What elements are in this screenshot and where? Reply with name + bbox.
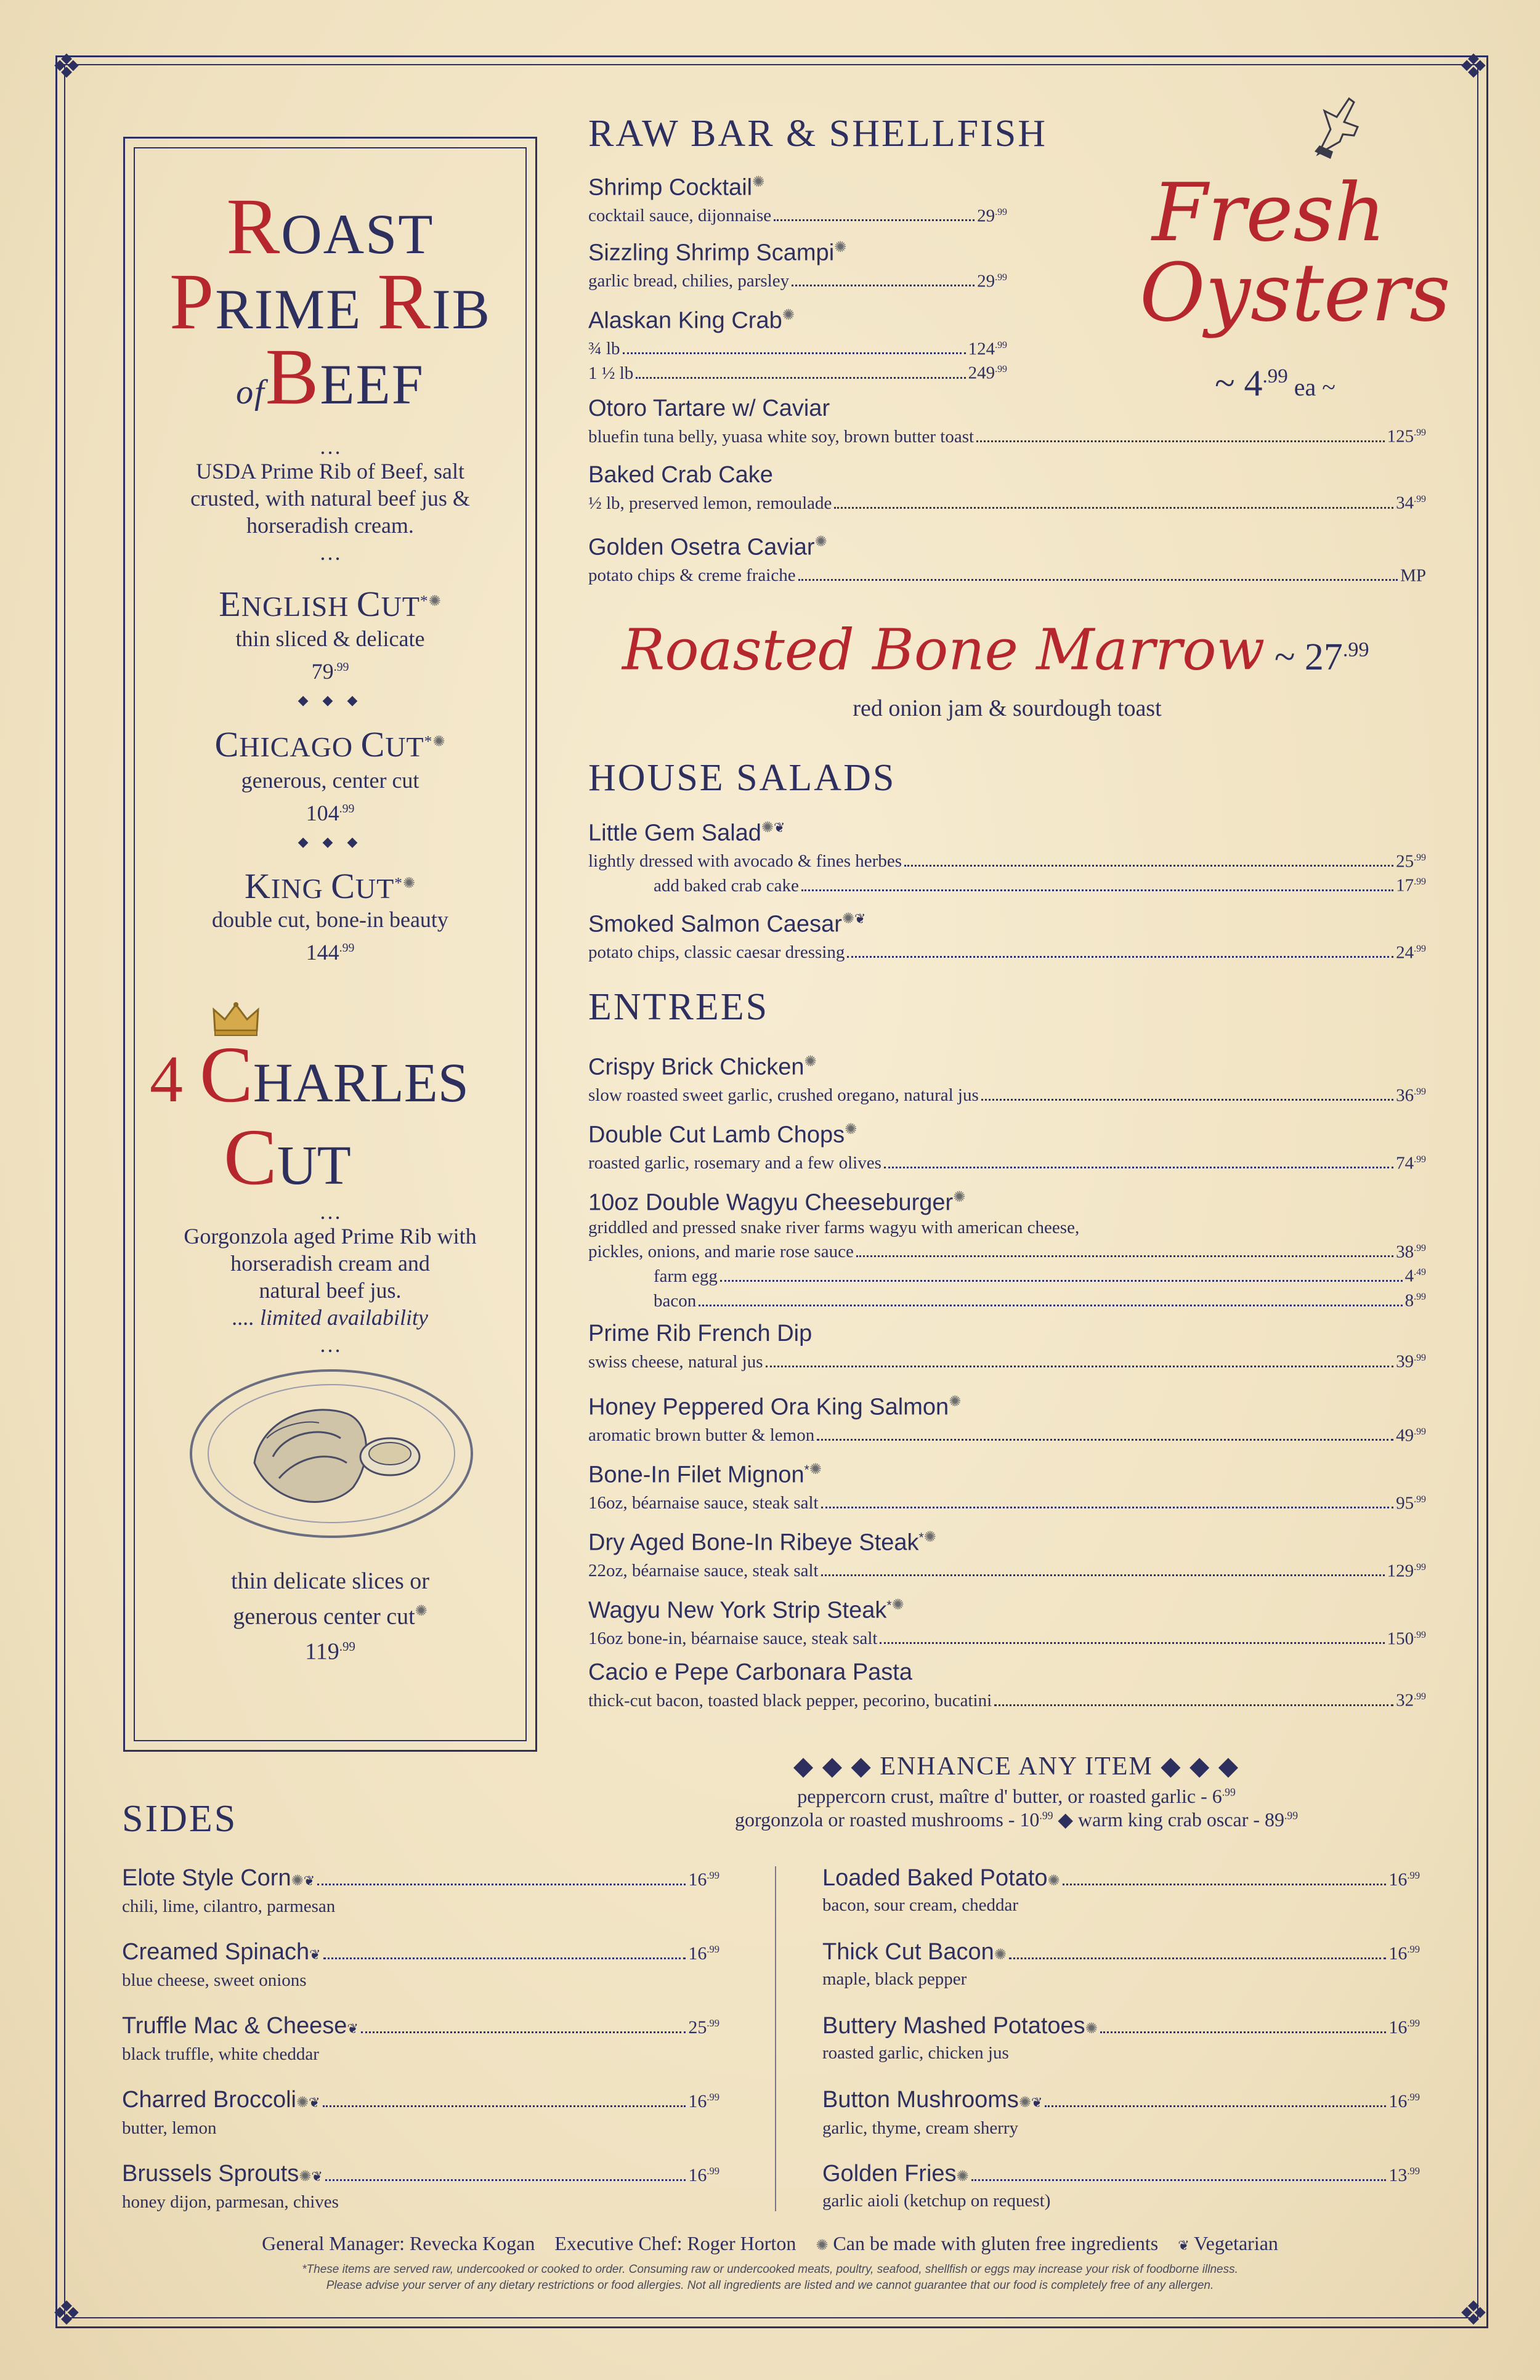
- gluten-free-legend: Can be made with gluten free ingredients: [833, 2232, 1159, 2254]
- side-name-price-line: [122, 1861, 719, 1896]
- item-price: $150^{.99}$: [1387, 1629, 1426, 1649]
- item-name: Otoro Tartare w/ Caviar: [588, 395, 830, 421]
- gluten-free-icon: ✺: [816, 2236, 829, 2254]
- item-price: $32^{.99}$: [1396, 1690, 1426, 1710]
- gluten-free-icon: ✺: [891, 1596, 904, 1613]
- gluten-free-icon: ✺: [956, 2168, 969, 2185]
- entree-item: [588, 1523, 1426, 1581]
- dot-leader: [994, 1704, 1393, 1706]
- dot-leader: [1009, 1957, 1386, 1959]
- entree-item: [588, 1319, 1426, 1372]
- gluten-free-icon: ✺: [814, 533, 827, 550]
- dot-leader: [323, 1957, 686, 1959]
- item-name: Prime Rib French Dip: [588, 1321, 813, 1346]
- description-price-line: [588, 359, 1007, 384]
- gluten-free-icon: ✺: [845, 1120, 857, 1138]
- dot-leader: [774, 219, 975, 221]
- footer-credits: [0, 2232, 1540, 2255]
- item-name: Honey Peppered Ora King Salmon✺: [588, 1393, 962, 1420]
- item-description: garlic bread, chilies, parsley: [588, 271, 790, 291]
- footer-disclaimer: *These items are served raw, undercooked or cooked to order. Consuming raw or undercooked meats, poultry, seafood, shellfish or eggs may increase your risk of foodborne illness. Please advise your server of any dietary restrictions or food allergies. Not all ingredients are listed and we cannot guarantee that our food is completely free of any allergen.: [302, 2263, 1238, 2292]
- item-name: Cacio e Pepe Carbonara Pasta: [588, 1659, 912, 1685]
- side-item: [822, 2157, 1420, 2211]
- item-description: pickles, onions, and marie rose sauce: [588, 1242, 854, 1262]
- gluten-free-icon: ✺: [834, 238, 847, 256]
- item-price: $38^{.99}$: [1396, 1242, 1426, 1262]
- item-name: Bone-In Filet Mignon*✺: [588, 1460, 822, 1488]
- item-description: potato chips, classic caesar dressing: [588, 942, 845, 963]
- dot-leader: [699, 1305, 1402, 1306]
- side-item: [122, 1861, 719, 1917]
- description-price-line: [588, 1686, 1426, 1711]
- item-description: cocktail sauce, dijonnaise: [588, 206, 772, 226]
- dot-leader: [817, 1439, 1393, 1441]
- item-description: 16oz bone-in, béarnaise sauce, steak salt: [588, 1629, 878, 1649]
- charles-cut-description: Gorgonzola aged Prime Rib with horseradish cream and natural beef jus. .... limited availability …: [184, 1224, 477, 1357]
- item-name: Little Gem Salad✺❦: [588, 819, 785, 846]
- raw-bar-item: [588, 527, 1426, 586]
- dot-leader: [856, 1255, 1393, 1257]
- item-price: $4^{.49}$: [1404, 1266, 1426, 1286]
- item-description: garlic aioli (ketchup on request): [822, 2191, 1051, 2211]
- bone-marrow-desc: red onion jam & sourdough toast: [853, 695, 1162, 721]
- item-description: maple, black pepper: [822, 1969, 967, 1989]
- gluten-free-icon: ✺: [949, 1393, 962, 1410]
- item-price: $29^{.99}$: [977, 271, 1007, 291]
- item-price: $8^{.99}$: [1404, 1290, 1426, 1311]
- item-price: $95^{.99}$: [1396, 1493, 1426, 1513]
- item-description: 16oz, béarnaise sauce, steak salt: [588, 1493, 819, 1513]
- gluten-free-icon: ✺: [923, 1528, 936, 1545]
- item-name: Wagyu New York Strip Steak*✺: [588, 1596, 904, 1624]
- item-price: $25^{.99}$: [688, 2017, 719, 2038]
- gluten-free-icon: ✺: [291, 1872, 304, 1889]
- side-item: [122, 2083, 719, 2139]
- enhance-section: [616, 1751, 1417, 1831]
- item-price: $125^{.99}$: [1387, 426, 1426, 447]
- item-description: ½ lb, preserved lemon, remoulade: [588, 493, 832, 513]
- dot-leader: [720, 1280, 1403, 1282]
- item-name: Buttery Mashed Potatoes: [822, 2013, 1085, 2039]
- description-price-line: [588, 1348, 1426, 1372]
- item-description: griddled and pressed snake river farms wagyu with american cheese,: [588, 1217, 1080, 1237]
- king-cut-desc: double cut, bone-in beauty: [212, 907, 448, 932]
- side-name-price-line: [822, 1861, 1420, 1895]
- english-cut-heading: ENGLISH CUT*✺: [219, 584, 442, 624]
- prime-rib-plate-illustration: [187, 1364, 476, 1543]
- raw-bar-heading: RAW BAR & SHELLFISH: [588, 113, 1048, 155]
- item-name: Creamed Spinach: [122, 1939, 310, 1965]
- vegetarian-leaf-icon: ❦: [303, 1874, 315, 1889]
- vegetarian-leaf-icon: ❦: [347, 2022, 359, 2037]
- general-manager: General Manager: Revecka Kogan: [262, 2232, 535, 2254]
- chicago-cut-desc: generous, center cut: [241, 768, 419, 793]
- description-price-line: [588, 423, 1426, 447]
- corner-ornament-icon: ❖: [1458, 47, 1489, 86]
- ellipsis: …: [319, 434, 341, 459]
- salad-item: [588, 813, 1426, 896]
- item-name: Brussels Sprouts: [122, 2161, 299, 2187]
- item-price: $129^{.99}$: [1387, 1561, 1426, 1581]
- vegetarian-leaf-icon: ❦: [311, 2169, 323, 2185]
- dot-leader: [792, 285, 975, 286]
- dot-leader: [981, 1099, 1393, 1101]
- dot-leader: [766, 1366, 1394, 1367]
- corner-ornament-icon: ❖: [51, 47, 82, 86]
- dot-leader: [1045, 2105, 1386, 2107]
- item-name: Button Mushrooms: [822, 2087, 1019, 2113]
- item-price: $16^{.99}$: [1388, 2091, 1420, 2111]
- item-description: aromatic brown butter & lemon: [588, 1425, 815, 1446]
- gluten-free-icon: ✺: [428, 592, 442, 610]
- dot-leader: [323, 2105, 686, 2107]
- ellipsis: …: [319, 1199, 341, 1224]
- item-description: honey dijon, parmesan, chives: [122, 2192, 339, 2212]
- side-name-price-line: [122, 2009, 719, 2044]
- prime-rib-panel: [123, 137, 537, 1752]
- side-item: [122, 1935, 719, 1991]
- dot-leader: [880, 1642, 1384, 1644]
- enhance-heading: ◆ ◆ ◆ ENHANCE ANY ITEM ◆ ◆ ◆: [793, 1752, 1240, 1781]
- item-name: Golden Osetra Caviar✺: [588, 533, 827, 561]
- dot-leader: [821, 1507, 1393, 1508]
- side-name-price-line: [122, 2157, 719, 2192]
- item-price: $74^{.99}$: [1396, 1153, 1426, 1173]
- bone-marrow-title: Roasted Bone Marrow ~ $27^{.99}$: [622, 617, 1369, 683]
- item-description: blue cheese, sweet onions: [122, 1970, 307, 1990]
- gluten-free-icon: ✺: [809, 1460, 822, 1478]
- corner-ornament-icon: ❖: [51, 2294, 82, 2333]
- entree-item: [588, 1047, 1426, 1106]
- item-description: farm egg: [654, 1266, 718, 1286]
- side-item: [122, 2009, 719, 2065]
- description-price-line: [588, 1238, 1426, 1263]
- gluten-free-icon: ✺: [804, 1053, 817, 1070]
- description-price-line: [588, 202, 1007, 227]
- item-price: $16^{.99}$: [688, 1869, 719, 1890]
- entrees-heading: ENTREES: [588, 986, 769, 1028]
- vegetarian-leaf-icon: ❦: [854, 912, 866, 927]
- item-price: $16^{.99}$: [688, 2091, 719, 2111]
- gluten-free-icon: ✺: [299, 2168, 312, 2185]
- raw-bar-item: [588, 461, 1426, 514]
- item-price: $16^{.99}$: [688, 1943, 719, 1964]
- item-price: $16^{.99}$: [1388, 2017, 1420, 2038]
- item-description: garlic, thyme, cream sherry: [822, 2118, 1019, 2138]
- side-item: [822, 1861, 1420, 1916]
- gluten-free-icon: ✺: [1047, 1872, 1060, 1889]
- item-name: Thick Cut Bacon: [822, 1939, 994, 1965]
- gluten-free-icon: ✺: [782, 306, 795, 323]
- vegetarian-legend: Vegetarian: [1194, 2232, 1278, 2254]
- side-name-price-line: [822, 1935, 1420, 1969]
- item-description: bacon: [654, 1290, 697, 1311]
- raw-bar-item: [588, 233, 1007, 291]
- prime-rib-description: USDA Prime Rib of Beef, salt crusted, with natural beef jus & horseradish cream.: [190, 459, 470, 538]
- raw-bar-item: [588, 168, 1007, 226]
- entree-item: [588, 1115, 1426, 1173]
- description-price-line: [588, 1082, 1426, 1106]
- dot-leader: [1063, 1884, 1387, 1885]
- side-name-price-line: [122, 1935, 719, 1970]
- dot-leader: [317, 1884, 686, 1885]
- item-description: ¾ lb: [588, 339, 620, 359]
- gluten-free-icon: ✺: [994, 1946, 1007, 1963]
- item-name: Double Cut Lamb Chops✺: [588, 1120, 857, 1148]
- dot-leader: [798, 579, 1398, 581]
- description-price-line: [588, 1262, 1426, 1287]
- vegetarian-leaf-icon: ❦: [309, 2095, 320, 2111]
- item-price: $39^{.99}$: [1396, 1351, 1426, 1372]
- entree-item: [588, 1183, 1426, 1311]
- chicago-cut-heading: CHICAGO CUT*✺: [214, 724, 446, 764]
- side-item: [822, 2009, 1420, 2063]
- side-name-price-line: [822, 2009, 1420, 2042]
- enhance-line-2: gorgonzola or roasted mushrooms - $10^{.99}$ ◆ warm king crab oscar - $89^{.99}$: [734, 1808, 1299, 1831]
- item-description: add baked crab cake: [654, 875, 799, 896]
- item-description: roasted garlic, chicken jus: [822, 2043, 1009, 2063]
- item-price: $16^{.99}$: [1388, 1869, 1420, 1890]
- english-cut-desc: thin sliced & delicate: [235, 626, 425, 651]
- vegetarian-leaf-icon: ❦: [309, 1948, 321, 1963]
- item-description: 22oz, béarnaise sauce, steak salt: [588, 1561, 819, 1581]
- dot-leader: [904, 865, 1393, 867]
- item-name: 10oz Double Wagyu Cheeseburger✺: [588, 1188, 966, 1216]
- item-price: $29^{.99}$: [977, 206, 1007, 226]
- description-price-line: [588, 1489, 1426, 1514]
- item-name: Charred Broccoli: [122, 2087, 296, 2113]
- description-price-line: [588, 1149, 1426, 1174]
- side-item: [822, 2083, 1420, 2139]
- english-cut-price: $79^{.99}$: [311, 659, 349, 684]
- king-cut-price: $144^{.99}$: [306, 940, 355, 965]
- item-price: $249^{.99}$: [968, 363, 1007, 383]
- diamond-divider: ◆ ◆ ◆: [298, 835, 363, 850]
- dot-leader: [636, 377, 965, 379]
- entree-item: [588, 1590, 1426, 1649]
- item-price: MP: [1400, 565, 1426, 586]
- gluten-free-icon: ✺: [841, 910, 854, 927]
- item-description: chili, lime, cilantro, parmesan: [122, 1896, 336, 1916]
- item-description: butter, lemon: [122, 2118, 217, 2138]
- description-price-line: [588, 562, 1426, 586]
- dot-leader: [325, 2179, 686, 2181]
- entree-item: [588, 1387, 1426, 1446]
- item-price: $17^{.99}$: [1396, 875, 1426, 896]
- item-price: $25^{.99}$: [1396, 851, 1426, 872]
- dot-leader: [971, 2179, 1387, 2181]
- charles-cut-bottom-text: thin delicate slices or generous center cut✺ $119^{.99}$: [231, 1568, 429, 1665]
- entree-item: [588, 1455, 1426, 1513]
- gluten-free-icon: ✺: [761, 819, 774, 836]
- vegetarian-leaf-icon: ❦: [1178, 2238, 1189, 2254]
- item-price: $124^{.99}$: [968, 339, 1007, 359]
- dot-leader: [801, 889, 1393, 891]
- item-name: Smoked Salmon Caesar✺❦: [588, 910, 866, 937]
- gluten-free-icon: ✺: [953, 1188, 966, 1205]
- house-salads-heading: HOUSE SALADS: [588, 757, 896, 799]
- side-name-price-line: [822, 2157, 1420, 2190]
- description-price-line: [588, 1287, 1426, 1311]
- dot-leader: [623, 352, 966, 354]
- vegetarian-leaf-icon: ❦: [1031, 2095, 1043, 2111]
- side-item: [822, 1935, 1420, 1989]
- dot-leader: [884, 1167, 1393, 1168]
- dot-leader: [834, 507, 1393, 509]
- dot-leader: [976, 440, 1385, 442]
- description-price-line: [588, 335, 1007, 360]
- description-price-line: [588, 1557, 1426, 1582]
- item-name: Alaskan King Crab✺: [588, 306, 795, 334]
- item-description: thick-cut bacon, toasted black pepper, pecorino, bucatini: [588, 1690, 992, 1710]
- description-price-line: [588, 939, 1426, 963]
- item-description: black truffle, white cheddar: [122, 2044, 319, 2064]
- item-name: Shrimp Cocktail✺: [588, 173, 765, 201]
- gluten-free-icon: ✺: [1085, 2020, 1098, 2037]
- chicago-cut-price: $104^{.99}$: [306, 801, 355, 825]
- description-price-line: [588, 872, 1426, 896]
- four-charles-cut-title: 4 CHARLES CUT: [150, 1030, 469, 1202]
- item-price: $16^{.99}$: [688, 2165, 719, 2185]
- dot-leader: [1100, 2031, 1387, 2033]
- gluten-free-icon: ✺: [432, 732, 446, 750]
- item-name: Sizzling Shrimp Scampi✺: [588, 238, 847, 266]
- item-description: bluefin tuna belly, yuasa white soy, brown butter toast: [588, 426, 975, 447]
- fresh-oysters-title: Fresh Oysters: [1140, 166, 1451, 339]
- salad-item: [588, 904, 1426, 963]
- side-name-price-line: [822, 2083, 1420, 2118]
- item-name: Baked Crab Cake: [588, 462, 773, 488]
- gluten-free-icon: ✺: [1018, 2094, 1032, 2111]
- description-price-line: [588, 1422, 1426, 1446]
- item-description: bacon, sour cream, cheddar: [822, 1895, 1019, 1915]
- item-description: 1 ½ lb: [588, 363, 634, 383]
- pointing-hand-icon: [1306, 92, 1368, 160]
- item-price: $13^{.99}$: [1388, 2165, 1420, 2185]
- item-name: Crispy Brick Chicken✺: [588, 1053, 817, 1080]
- item-description: lightly dressed with avocado & fines herbes: [588, 851, 902, 872]
- item-description: swiss cheese, natural jus: [588, 1351, 763, 1372]
- item-price: $36^{.99}$: [1396, 1085, 1426, 1106]
- description-price-line: [588, 489, 1426, 514]
- item-name: Golden Fries: [822, 2161, 957, 2187]
- diamond-divider: ◆ ◆ ◆: [298, 693, 363, 708]
- description-price-line: [588, 848, 1426, 872]
- dot-leader: [847, 956, 1393, 958]
- side-item: [122, 2157, 719, 2212]
- gluten-free-icon: ✺: [415, 1602, 428, 1619]
- side-name-price-line: [122, 2083, 719, 2118]
- executive-chef: Executive Chef: Roger Horton: [554, 2232, 796, 2254]
- item-name: Loaded Baked Potato: [822, 1865, 1048, 1891]
- description-price-line: [588, 267, 1007, 292]
- corner-ornament-icon: ❖: [1458, 2294, 1489, 2333]
- sides-column-divider: [775, 1866, 776, 2211]
- item-name: Truffle Mac & Cheese: [122, 2013, 347, 2039]
- oysters-price: ~ $4^{.99}$ ea ~: [1215, 363, 1335, 403]
- dot-leader: [361, 2031, 686, 2033]
- dot-leader: [821, 1574, 1385, 1576]
- king-cut-heading: KING CUT*✺: [245, 866, 416, 906]
- gluten-free-icon: ✺: [752, 173, 765, 190]
- raw-bar-item: [588, 301, 1007, 384]
- item-price: $24^{.99}$: [1396, 942, 1426, 963]
- item-price: $34^{.99}$: [1396, 493, 1426, 513]
- entree-item: [588, 1658, 1426, 1711]
- item-name: Dry Aged Bone-In Ribeye Steak*✺: [588, 1528, 936, 1556]
- bone-marrow-price: ~ $27^{.99}$: [1265, 636, 1369, 678]
- vegetarian-leaf-icon: ❦: [774, 820, 785, 836]
- item-name: Elote Style Corn: [122, 1865, 291, 1891]
- description-price-line: [588, 1625, 1426, 1649]
- enhance-line-1: peppercorn crust, maître d' butter, or roasted garlic - $6^{.99}$: [797, 1785, 1236, 1807]
- gluten-free-icon: ✺: [402, 874, 416, 892]
- sides-heading: SIDES: [122, 1798, 238, 1840]
- item-price: $49^{.99}$: [1396, 1425, 1426, 1446]
- prime-rib-title: ROAST PRIME RIB ofBEEF: [169, 182, 492, 421]
- item-description: potato chips & creme fraiche: [588, 565, 796, 586]
- item-price: $16^{.99}$: [1388, 1943, 1420, 1964]
- ellipsis: …: [319, 540, 341, 565]
- item-description: slow roasted sweet garlic, crushed oregano, natural jus: [588, 1085, 979, 1106]
- gluten-free-icon: ✺: [296, 2094, 309, 2111]
- item-description: roasted garlic, rosemary and a few olives: [588, 1153, 881, 1173]
